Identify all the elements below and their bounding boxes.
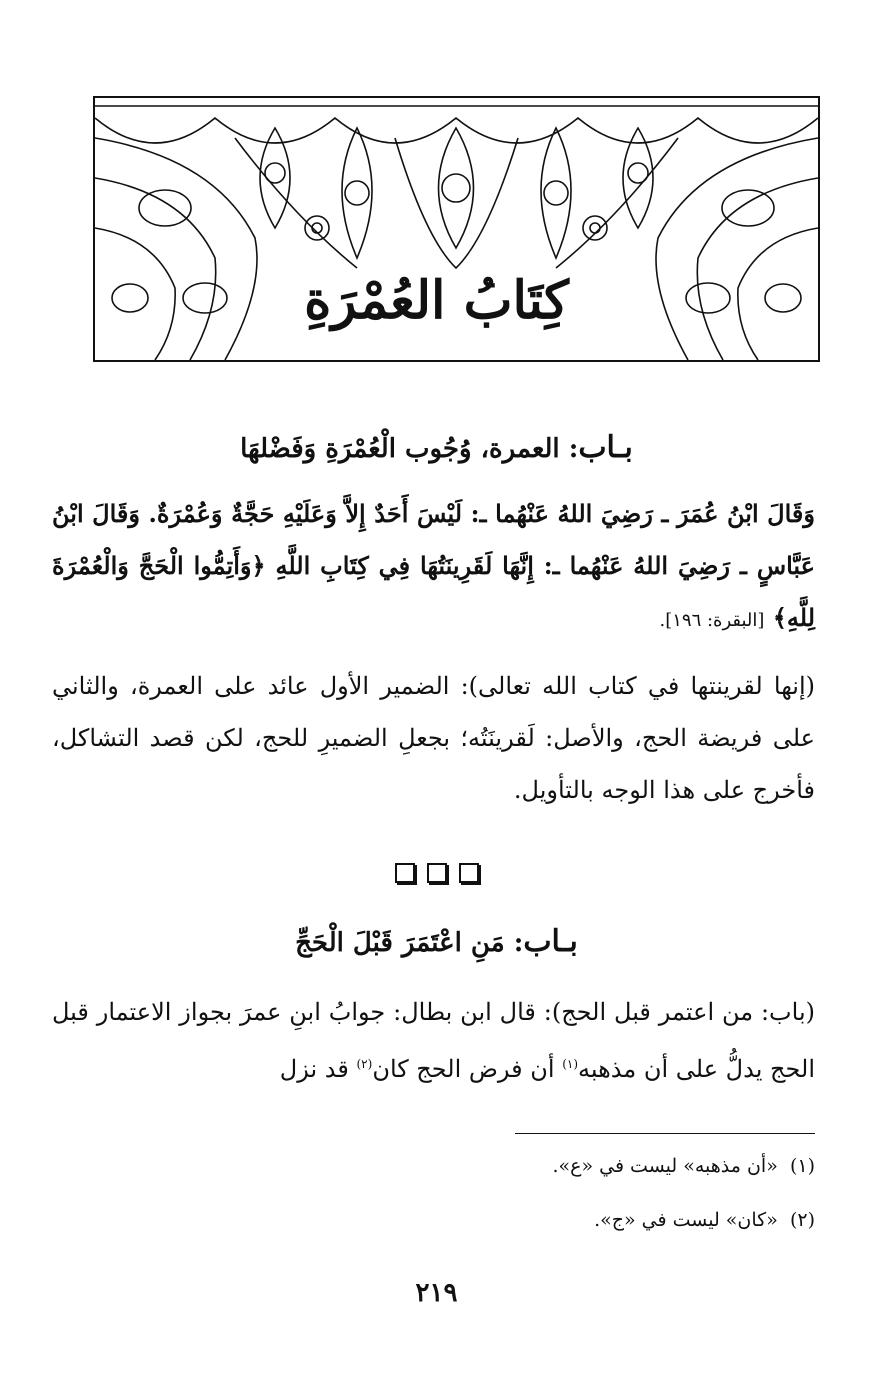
square-icon bbox=[395, 863, 415, 883]
hadith-paragraph bbox=[52, 488, 815, 647]
footnote-number: (٢) bbox=[789, 1209, 815, 1231]
book-title: كِتَابُ العُمْرَةِ bbox=[304, 270, 569, 331]
commentary-text: أن فرض الحج كان bbox=[372, 1055, 563, 1083]
footnote-number: (١) bbox=[789, 1155, 815, 1177]
footnote-text: «أن مذهبه» ليست في «ع». bbox=[552, 1155, 778, 1177]
chapter-label: بـاب bbox=[523, 924, 578, 959]
quran-reference: [البقرة: ١٩٦]. bbox=[659, 610, 765, 631]
chapter-heading-1 bbox=[58, 428, 815, 469]
commentary-text: (باب: من اعتمر قبل الحج): قال ابن بطال: جوابُ ابنِ عمرَ بجواز الاعتمار قبل الحج يدلُّ على أن مذهبه bbox=[52, 998, 815, 1083]
footnote-divider bbox=[515, 1133, 815, 1134]
square-icon bbox=[459, 863, 479, 883]
commentary-paragraph-1: (إنها لقرينتها في كتاب الله تعالى): الضمير الأول عائد على العمرة، والثاني على فريضة الحج، والأصل: لَقرينَتُه؛ بجعلِ الضميرِ للحج، لكن قصد التشاكل، فأخرج على هذا الوجه بالتأويل. bbox=[52, 672, 816, 804]
quran-verse: ﴿وَأَتِمُّوا الْحَجَّ وَالْعُمْرَةَ لِلَّهِ﴾ bbox=[52, 551, 815, 632]
footnote-mark[interactable]: (١) bbox=[562, 1057, 579, 1071]
commentary-text: قد نزل bbox=[279, 1055, 357, 1083]
footnote-text: «كان» ليست في «ج». bbox=[594, 1209, 778, 1231]
hadith-text: وَقَالَ ابْنُ عُمَرَ ـ رَضِيَ اللهُ عَنْهُما ـ: لَيْسَ أَحَدٌ إِلاَّ وَعَلَيْهِ حَجَّةٌ وَعُمْرَةٌ. وَقَالَ ابْنُ عَبَّاسٍ ـ رَضِيَ اللهُ عَنْهُما ـ: إِنَّهَا لَقَرِينَتُهَا فِي كِتَابِ اللَّهِ bbox=[52, 499, 815, 580]
page-number: ٢١٩ bbox=[415, 1278, 458, 1308]
square-icon bbox=[427, 863, 447, 883]
commentary-paragraph-2 bbox=[52, 986, 815, 1095]
chapter-heading-2 bbox=[58, 922, 815, 963]
footnote-2 bbox=[58, 1206, 815, 1234]
chapter-title: : العمرة، وُجُوب الْعُمْرَةِ وَفَضْلهَا bbox=[240, 434, 579, 464]
chapter-label: بـاب bbox=[578, 430, 633, 465]
footnote-mark[interactable]: (٢) bbox=[356, 1057, 373, 1071]
chapter-title: : مَنِ اعْتَمَرَ قَبْلَ الْحَجِّ bbox=[295, 928, 524, 958]
section-separator bbox=[0, 860, 873, 890]
footnote-1 bbox=[58, 1152, 815, 1180]
